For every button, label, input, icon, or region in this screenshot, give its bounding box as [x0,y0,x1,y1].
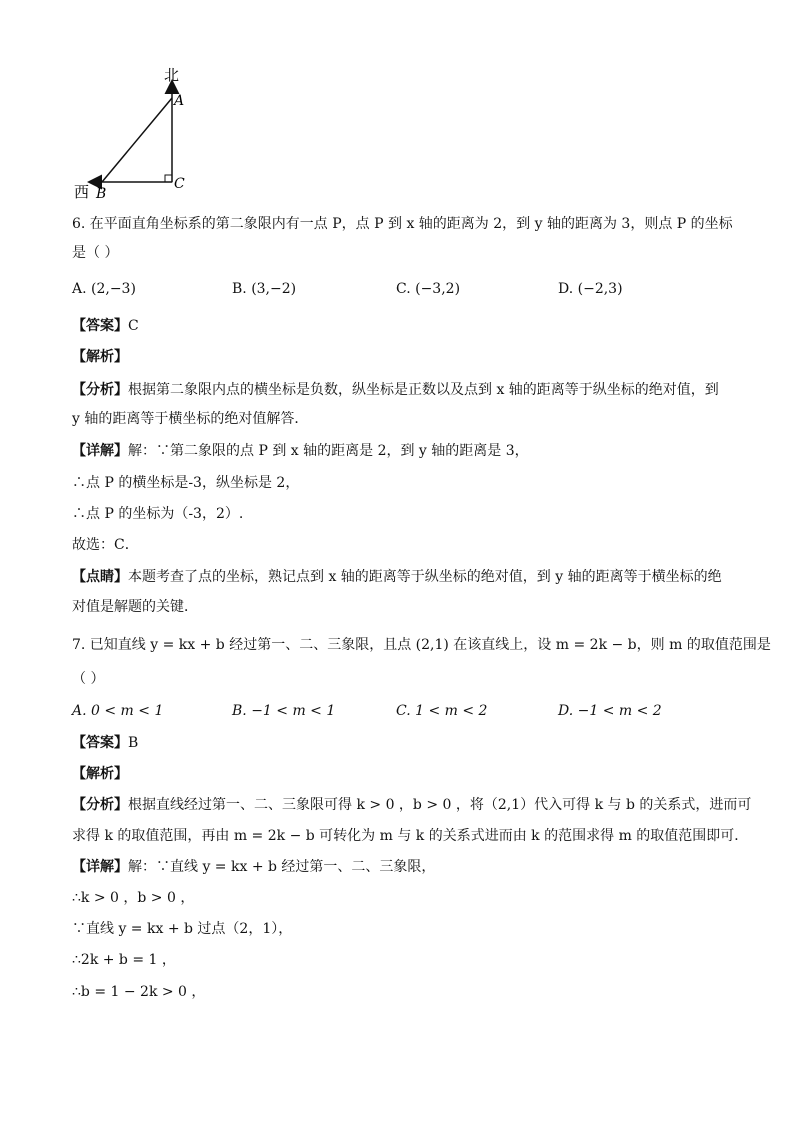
q7-detail-3: ∵直线 y = kx + b 过点（2，1）， [72,921,293,937]
answer-value: B [128,735,139,751]
detail-text: 解：∵第二象限的点 P 到 x 轴的距离是 2，到 y 轴的距离是 3， [128,443,529,459]
answer-tag: 【答案】 [72,318,128,334]
q7-option-d: D. −1 < m < 2 [558,703,662,719]
q6-option-b: B. (3,−2) [232,281,297,297]
q6-detail-4: 故选：C． [72,537,139,553]
q6-option-a: A. (2,−3) [72,281,136,297]
right-angle-mark [165,175,172,182]
label-west: 西 [74,183,90,200]
q7-option-c: C. 1 < m < 2 [396,703,488,719]
q7-detail-1 [72,857,435,877]
q6-answer [72,316,139,336]
detail-tag: 【详解】 [72,859,128,875]
q6-comment-2: 对值是解题的关键． [72,599,198,615]
q7-detail-4: ∴2k + b = 1 ， [72,952,176,968]
fenxi-tag: 【分析】 [72,797,128,813]
label-c: C [174,176,185,192]
q6-comment-1 [72,567,722,587]
q7-answer [72,733,138,753]
q6-fenxi-2: y 轴的距离等于横坐标的绝对值解答． [72,411,309,427]
detail-text: 解：∵直线 y = kx + b 经过第一、二、三象限， [128,859,436,875]
q7-option-b: B. −1 < m < 1 [232,703,336,719]
answer-value: C [128,318,139,334]
q6-stem-line1: 6. 在平面直角坐标系的第二象限内有一点 P，点 P 到 x 轴的距离为 2，到 y 轴的距离为 3，则点 P 的坐标 [72,216,733,232]
fenxi-text: 根据第二象限内点的横坐标是负数，纵坐标是正数以及点到 x 轴的距离等于纵坐标的绝对值，到 [128,382,719,398]
q7-detail-2: ∴k > 0 ，b > 0 ， [72,890,195,906]
q6-stem-line2: 是（ ） [72,245,119,261]
q6-detail-2: ∴点 P 的横坐标是-3，纵坐标是 2， [72,475,300,491]
comment-tag: 【点睛】 [72,569,128,585]
q6-option-d: D. (−2,3) [558,281,623,297]
q7-fenxi-1 [72,795,751,815]
detail-tag: 【详解】 [72,443,128,459]
comment-text: 本题考查了点的坐标，熟记点到 x 轴的距离等于纵坐标的绝对值，到 y 轴的距离等于横坐标的绝 [128,569,722,585]
q7-option-a: A. 0 < m < 1 [72,703,164,719]
label-b: B [96,186,107,200]
q6-option-c: C. (−3,2) [396,281,461,297]
fenxi-text: 根据直线经过第一、二、三象限可得 k > 0 ，b > 0 ，将（2,1）代入可得 k 与 b 的关系式，进而可 [128,797,752,813]
label-north: 北 [164,66,180,84]
q7-stem-line1: 7. 已知直线 y = kx + b 经过第一、二、三象限，且点 (2,1) 在该直线上，设 m = 2k − b，则 m 的取值范围是 [72,637,771,653]
triangle-figure [60,60,200,200]
q7-detail-5: ∴b = 1 − 2k > 0 ， [72,984,206,1000]
q6-analysis-tag: 【解析】 [72,349,128,365]
q7-stem-line2: （ ） [72,671,105,687]
q6-fenxi-1 [72,380,719,400]
q7-analysis-tag: 【解析】 [72,766,128,782]
q6-detail-1 [72,441,529,461]
q6-detail-3: ∴点 P 的坐标为（-3，2）. [72,506,244,522]
answer-tag: 【答案】 [72,735,128,751]
fenxi-tag: 【分析】 [72,382,128,398]
label-a: A [174,93,185,109]
q7-fenxi-2: 求得 k 的取值范围，再由 m = 2k − b 可转化为 m 与 k 的关系式进而由 k 的范围求得 m 的取值范围即可． [72,828,749,844]
hypotenuse-ab [102,98,172,182]
